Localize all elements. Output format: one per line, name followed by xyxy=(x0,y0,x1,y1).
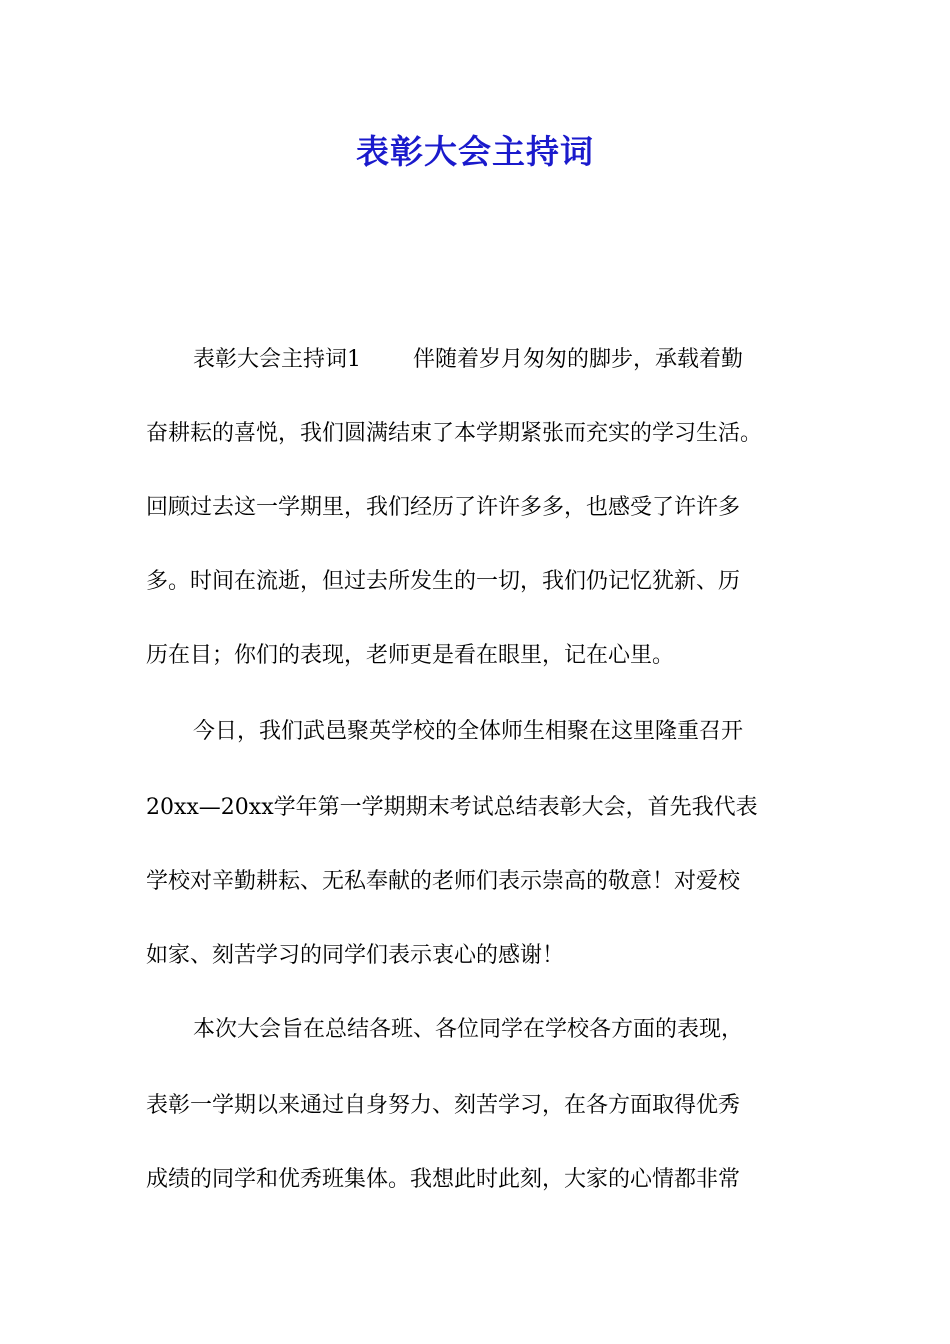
paragraph-line: 表彰一学期以来通过自身努力、刻苦学习，在各方面取得优秀 xyxy=(146,1093,741,1118)
paragraph-line: 学校对辛勤耕耘、无私奉献的老师们表示崇高的敬意！对爱校 xyxy=(146,869,741,894)
document-title: 表彰大会主持词 xyxy=(356,132,594,171)
paragraph-line: 历在目；你们的表现，老师更是看在眼里，记在心里。 xyxy=(146,643,675,668)
paragraph-line: 成绩的同学和优秀班集体。我想此时此刻，大家的心情都非常 xyxy=(146,1167,741,1192)
paragraph-line: 本次大会旨在总结各班、各位同学在学校各方面的表现， xyxy=(193,1017,744,1042)
paragraph-line: 奋耕耘的喜悦，我们圆满结束了本学期紧张而充实的学习生活。 xyxy=(146,421,763,446)
paragraph-line: 20xx—20xx学年第一学期期末考试总结表彰大会，首先我代表 xyxy=(146,795,758,820)
paragraph-line: 如家、刻苦学习的同学们表示衷心的感谢！ xyxy=(146,943,565,968)
paragraph-line xyxy=(193,340,826,380)
line-heading: 表彰大会主持词1 xyxy=(193,347,361,372)
paragraph-line: 今日，我们武邑聚英学校的全体师生相聚在这里隆重召开 xyxy=(193,719,744,744)
line-tail: 伴随着岁月匆匆的脚步，承载着勤 xyxy=(413,347,744,372)
paragraph-line: 多。时间在流逝，但过去所发生的一切，我们仍记忆犹新、历 xyxy=(146,569,741,594)
paragraph-line: 回顾过去这一学期里，我们经历了许许多多，也感受了许许多 xyxy=(146,495,741,520)
